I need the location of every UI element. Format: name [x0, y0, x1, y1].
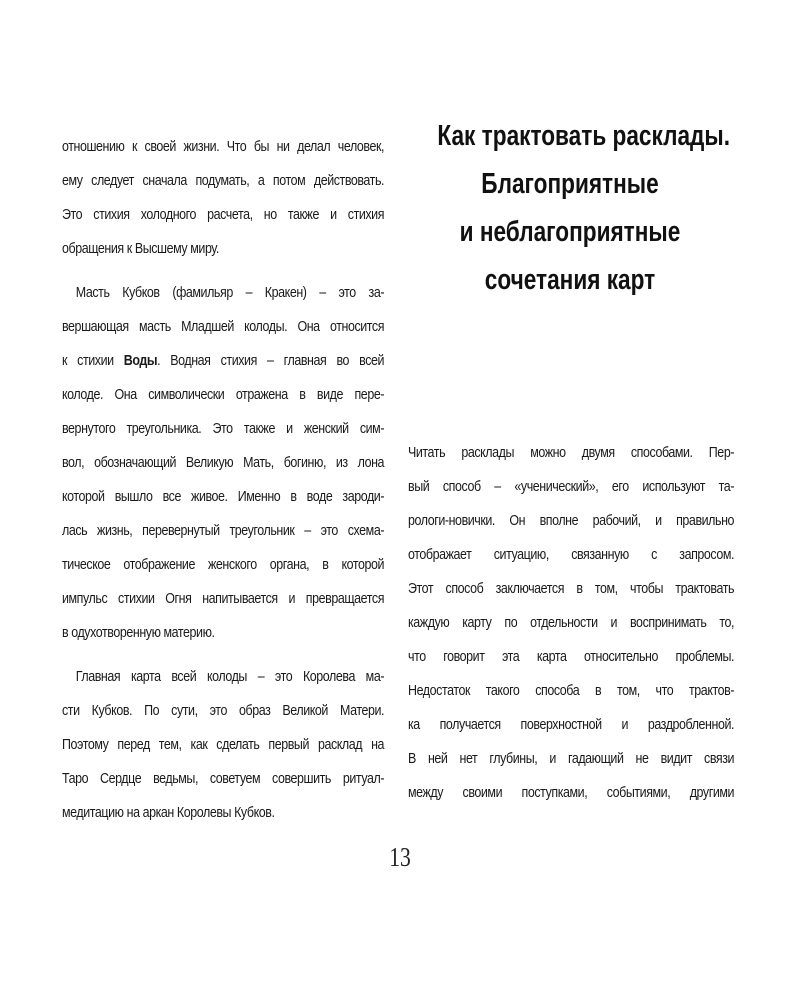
- text-line: каждую карту по отдельности и воспринимать то,: [408, 615, 735, 631]
- text-line: сти Кубков. По сути, это образ Великой Матери.: [62, 703, 385, 719]
- bold-term-water: Воды: [123, 353, 158, 369]
- text-line: Поэтому перед тем, как сделать первый расклад на: [62, 737, 385, 753]
- text-line: вершающая масть Младшей колоды. Она относится: [62, 319, 385, 335]
- text-line: отображает ситуацию, связанную с запросом.: [408, 547, 735, 563]
- text-line: ему следует сначала подумать, а потом действовать.: [62, 173, 385, 189]
- text-line: ка получается поверхностной и раздробленной.: [408, 717, 735, 733]
- text-line: В ней нет глубины, и гадающий не видит связи: [408, 751, 735, 767]
- text-line: в одухотворенную материю.: [62, 625, 215, 641]
- left-column: [62, 130, 384, 830]
- text-line: которой вышло все живое. Именно в воде зароди-: [62, 489, 385, 505]
- text-fragment: . Водная стихия – главная во всей: [157, 353, 385, 369]
- heading-line: и неблагоприятные: [459, 216, 681, 248]
- text-line: Масть Кубков (фамильяр – Кракен) – это за-: [75, 285, 385, 301]
- chapter-heading: [400, 112, 740, 304]
- text-line: вернутого треугольника. Это также и женский сим-: [62, 421, 385, 437]
- text-line: импульс стихии Огня напитывается и превращается: [62, 591, 385, 607]
- text-line: вол, обозначающий Великую Мать, богиню, из лона: [62, 455, 385, 471]
- text-line: рологи-новички. Он вполне рабочий, и правильно: [408, 513, 735, 529]
- text-line: Читать расклады можно двумя способами. Пер-: [408, 445, 735, 461]
- text-line: тическое отображение женского органа, в которой: [62, 557, 385, 573]
- text-line: что говорит эта карта относительно проблемы.: [408, 649, 735, 665]
- page-number: 13: [389, 842, 411, 872]
- heading-line: Как трактовать расклады.: [437, 120, 731, 152]
- text-line-with-bold: [62, 344, 384, 378]
- text-line: Таро Сердце ведьмы, советуем совершить ритуал-: [62, 771, 385, 787]
- text-line: между своими поступками, событиями, другими: [408, 785, 735, 801]
- text-line: Недостаток такого способа в том, что трактов-: [408, 683, 735, 699]
- text-line: обращения к Высшему миру.: [62, 241, 219, 257]
- text-line: отношению к своей жизни. Что бы ни делал человек,: [62, 139, 385, 155]
- text-line: вый способ – «ученический», его используют та-: [408, 479, 735, 495]
- text-line: Это стихия холодного расчета, но также и стихия: [62, 207, 385, 223]
- text-line: медитацию на аркан Королевы Кубков.: [62, 805, 275, 821]
- text-line: колоде. Она символически отражена в виде пере-: [62, 387, 385, 403]
- text-line: Главная карта всей колоды – это Королева ма-: [75, 669, 385, 685]
- text-fragment: к стихии: [62, 353, 124, 369]
- text-line: лась жизнь, перевернутый треугольник – это схема-: [62, 523, 385, 539]
- heading-line: Благоприятные: [481, 168, 659, 200]
- text-line: Этот способ заключается в том, чтобы трактовать: [408, 581, 735, 597]
- right-column: [408, 436, 734, 810]
- heading-line: сочетания карт: [484, 264, 656, 296]
